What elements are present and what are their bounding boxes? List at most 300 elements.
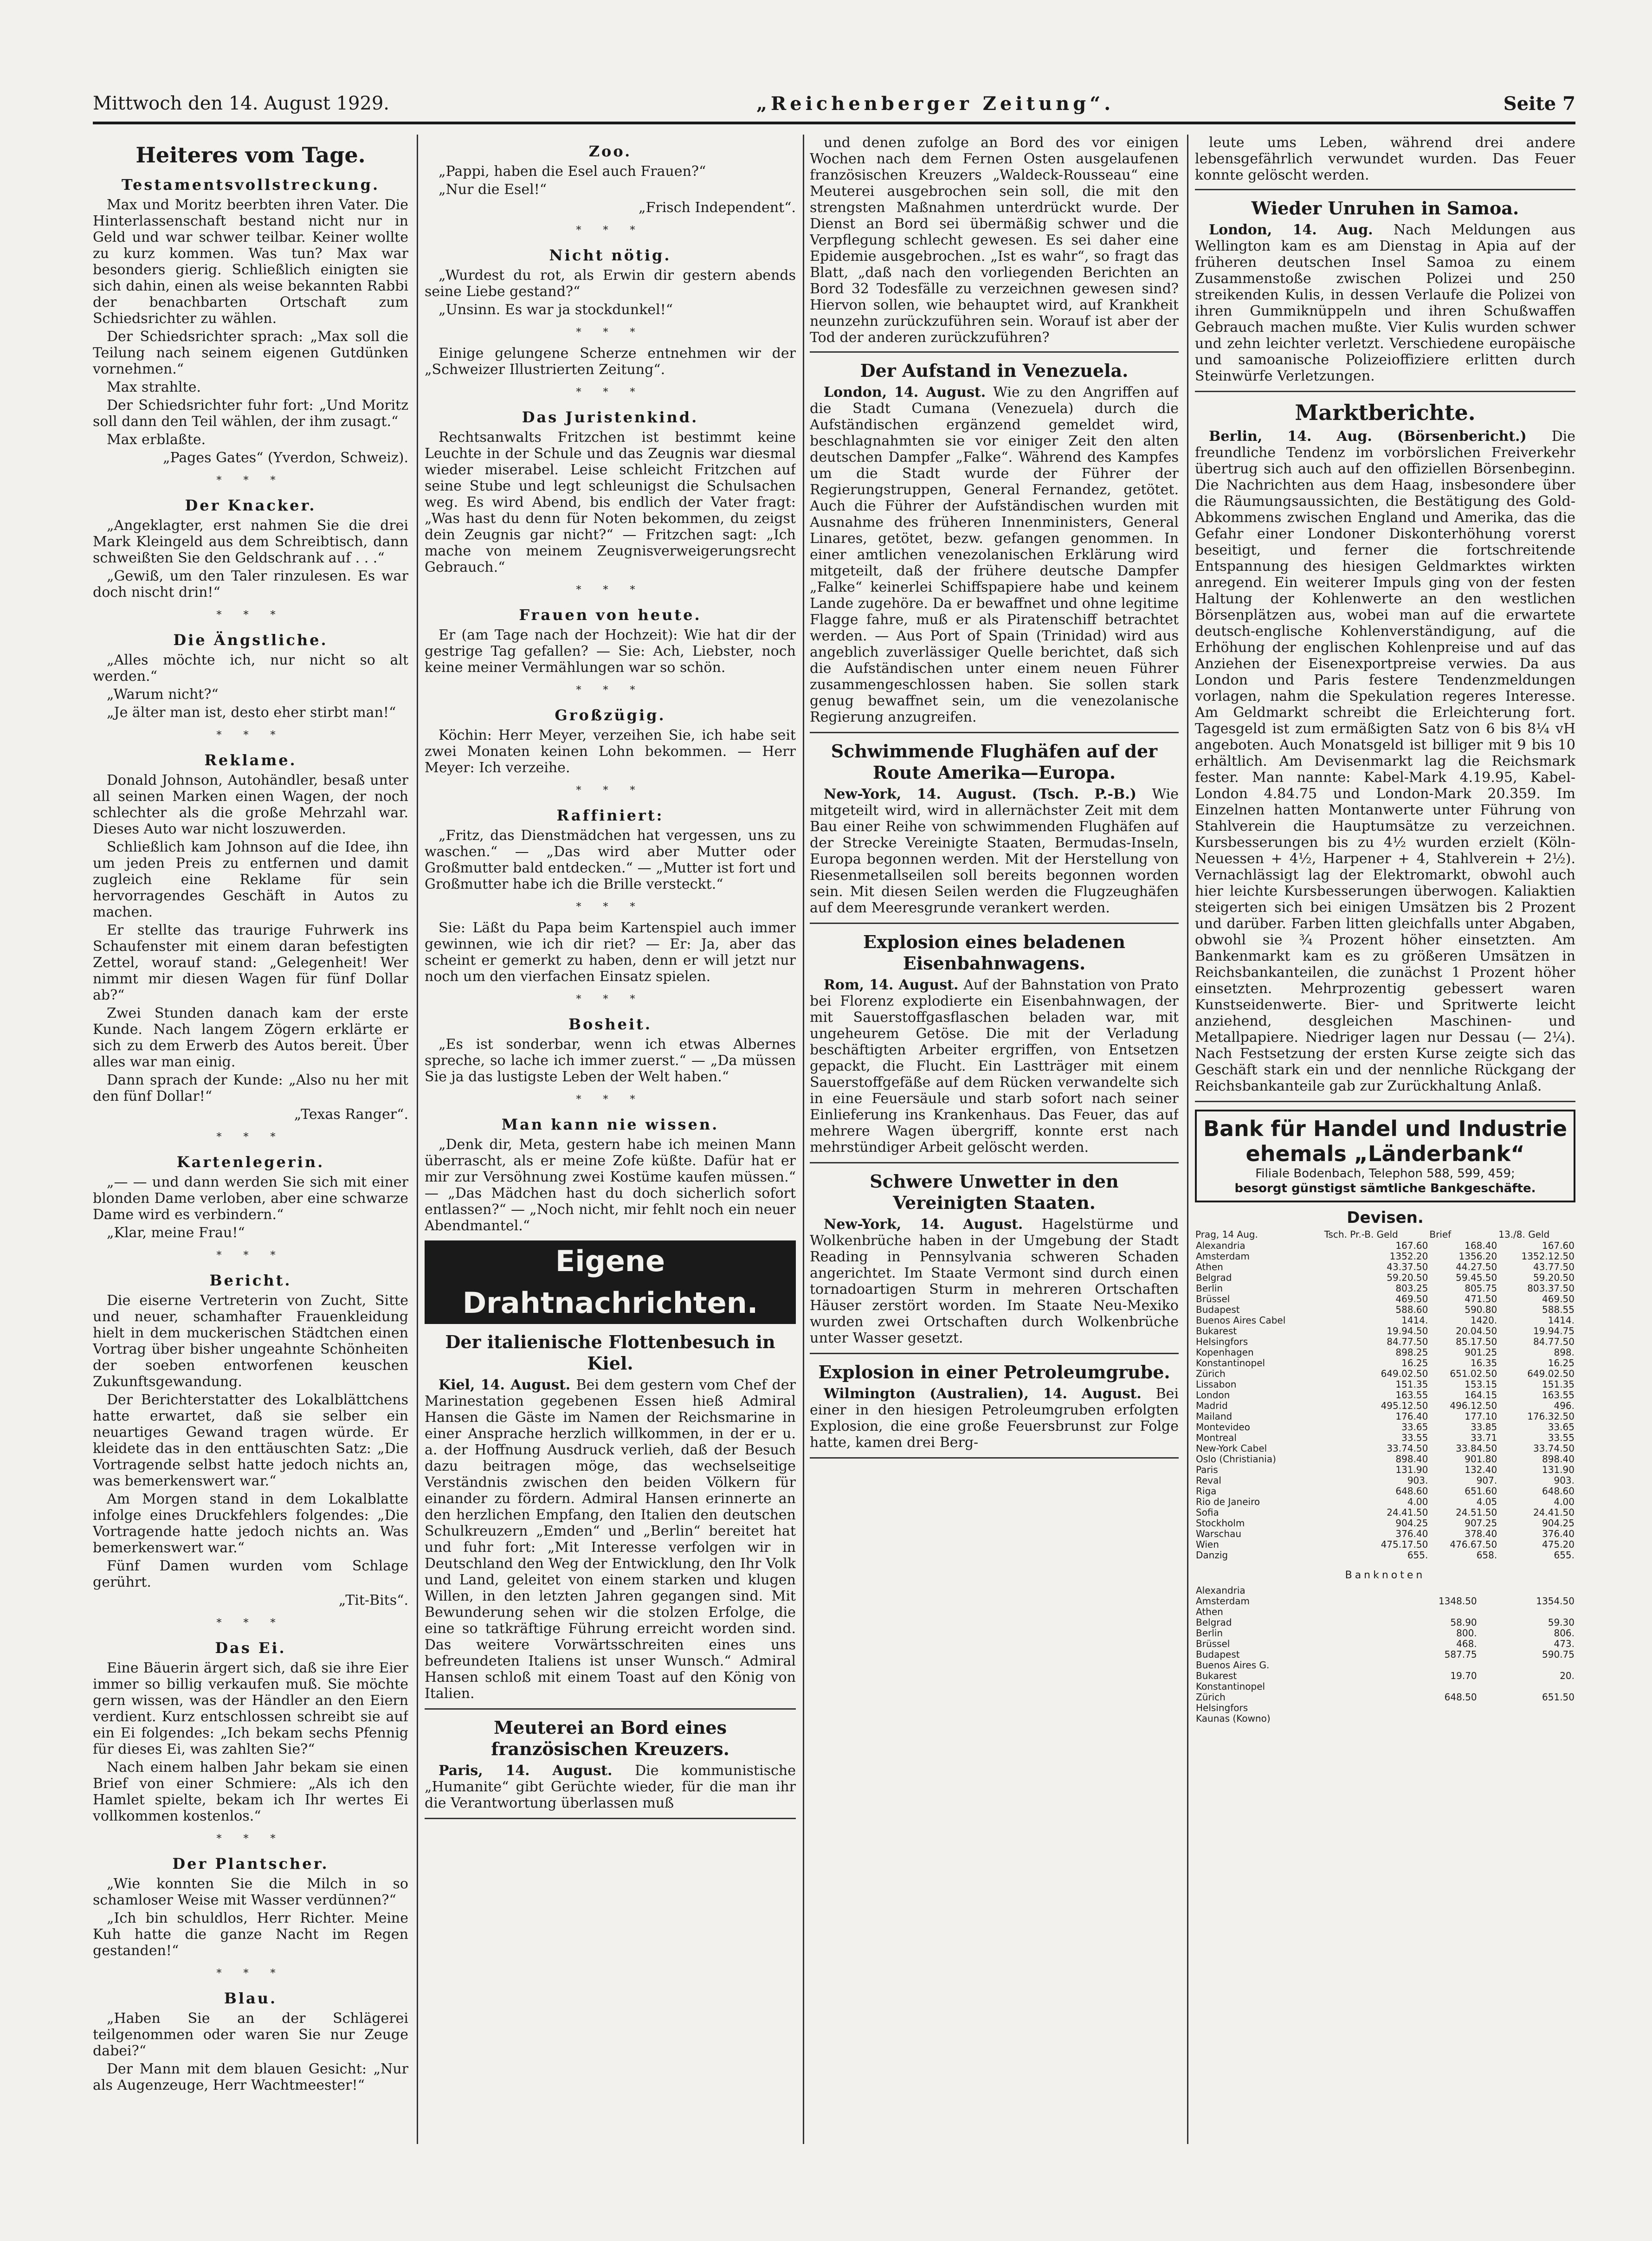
- devisen-row: [1195, 1465, 1575, 1475]
- banknoten-cell: Budapest: [1196, 1649, 1240, 1660]
- story-source: „Texas Ranger“.: [294, 1106, 408, 1123]
- article-rule: [425, 1818, 796, 1819]
- devisen-cell: 84.77.50: [1387, 1336, 1428, 1347]
- devisen-cell: 19.94.75: [1533, 1325, 1575, 1337]
- story-paragraph: Die eiserne Vertreterin von Zucht, Sitte und neuer, schamhafter Frauenkleidung hielt in dem muckerischen Städtchen einen Vortrag über bisher ungeahnte Schönheiten der soeben entworfenen keuschen Zukunftsgewandung.: [93, 1292, 408, 1390]
- story-paragraph: Nach einem halben Jahr bekam sie einen Brief von einer Schmiere: „Als ich den Hamlet spielte, bekam ich Ihr wertes Ei vollkommen kostenlos.“: [93, 1759, 408, 1824]
- devisen-row: [1195, 1272, 1575, 1283]
- devisen-cell: Helsingfors: [1196, 1336, 1248, 1347]
- devisen-cell: 33.55: [1401, 1432, 1428, 1443]
- banknoten-cell: [1380, 1585, 1478, 1596]
- banknoten-table: [1195, 1585, 1575, 1724]
- article-heading: Schwimmende Flughäfen auf der Route Amerika—Europa.: [831, 741, 1158, 783]
- banknoten-cell: 473.: [1554, 1638, 1575, 1649]
- article-rule: [810, 1162, 1179, 1163]
- bank-advertisement: [1195, 1110, 1575, 1202]
- story-paragraph: „Alles möchte ich, nur nicht so alt werden.“: [93, 652, 408, 685]
- devisen-cell: Mailand: [1196, 1411, 1233, 1422]
- devisen-cell: 496.: [1554, 1400, 1575, 1411]
- devisen-cell: 163.55: [1395, 1389, 1428, 1401]
- article-dateline: London, 14. August.: [824, 384, 994, 400]
- column-3: [810, 135, 1179, 2144]
- article-heading: Explosion in einer Petroleumgrube.: [818, 1362, 1170, 1382]
- devisen-cell: 907.: [1476, 1475, 1497, 1486]
- devisen-row: [1195, 1326, 1575, 1337]
- article-dateline: Kiel, 14. August.: [439, 1377, 576, 1393]
- story-heading: Das Juristenkind.: [522, 408, 699, 426]
- devisen-cell: 898.25: [1395, 1347, 1428, 1358]
- banknoten-cell: 1348.50: [1438, 1595, 1477, 1607]
- page-header: [93, 93, 1575, 116]
- story-paragraph: Sie: Läßt du Papa beim Kartenspiel auch immer gewinnen, wie ich dir riet? — Er: Ja, aber das scheint er gemerkt zu haben, denn er will jetzt nur noch um den vierfachen Einsatz spielen.: [425, 920, 796, 985]
- separator-stars: * * *: [216, 1250, 285, 1261]
- devisen-cell: 376.40: [1395, 1528, 1428, 1539]
- story-paragraph: „Je älter man ist, desto eher stirbt man!“: [107, 704, 396, 721]
- banknoten-cell: 20.: [1560, 1670, 1575, 1681]
- devisen-row: [1195, 1390, 1575, 1401]
- devisen-cell: New-York Cabel: [1196, 1443, 1267, 1454]
- separator-stars: * * *: [576, 901, 645, 913]
- article-heading: Der italienische Flottenbesuch in Kiel.: [445, 1331, 775, 1374]
- story-heading: Man kann nie wissen.: [501, 1116, 719, 1133]
- article-heading: Wieder Unruhen in Samoa.: [1251, 198, 1519, 219]
- banknoten-row: [1195, 1660, 1575, 1671]
- article-paragraph: London, 14. Aug. Nach Meldungen aus Wellington kam es am Dienstag in Apia auf der früheren deutschen Insel Samoa zu einem Zusammenstoße zwischen Polizei und 250 streikenden Kulis, in dessen Verlaufe die Polizei von ihren Gummiknüppeln und ihren Schußwaffen Gebrauch machen mußte. Vier Kulis wurden schwer und zehn leichter verletzt. Verschiedene europäische und samoanische Polizeioffiziere erlitten durch Steinwürfe Verletzungen.: [1195, 222, 1575, 384]
- devisen-cell: 376.40: [1542, 1528, 1575, 1539]
- news-article: [810, 1362, 1179, 1451]
- devisen-cell: 1414.: [1548, 1315, 1575, 1326]
- banknoten-cell: 468.: [1456, 1638, 1477, 1649]
- article-rule: [425, 1708, 796, 1710]
- devisen-cell: Berlin: [1196, 1283, 1223, 1294]
- devisen-row: [1195, 1443, 1575, 1454]
- article-paragraph: Rom, 14. August. Auf der Bahnstation von Prato bei Florenz explodierte ein Eisenbahnwagen, der mit Sauerstoffgasflaschen beladen war, mit ungeheurem Getöse. Die mit der Verladung beschäftigten Arbeiter ergriffen, von Entsetzen gepackt, die Flucht. Ein Lastträger mit einem Sauerstoffgefäße auf dem Rücken verwandelte sich in eine Feuersäule und starb sofort nach seiner Einlieferung ins Krankenhaus. Das Feuer, das auf mehrere Wagen übergriff, konnte erst nach mehrstündiger Arbeit gelöscht werden.: [810, 977, 1179, 1156]
- separator-stars: * * *: [216, 1968, 285, 1979]
- article-paragraph: Wilmington (Australien), 14. August. Bei einer in den hiesigen Petroleumgruben erfolgten Explosion, die eine große Feuersbrunst zur Folge hatte, kamen drei Berg-: [810, 1386, 1179, 1451]
- devisen-row: [1195, 1305, 1575, 1315]
- banknoten-cell: Zürich: [1196, 1692, 1226, 1703]
- article-paragraph: Paris, 14. August. Die kommunistische „Humanite“ gibt Gerüchte wieder, für die man ihr die Verantwortung überlassen muß: [425, 1763, 796, 1811]
- devisen-cell: 33.85: [1470, 1421, 1497, 1433]
- story: [425, 142, 796, 216]
- devisen-cell: 167.60: [1542, 1240, 1575, 1251]
- banknoten-cell: Helsingfors: [1196, 1702, 1248, 1713]
- news-article: [1195, 198, 1575, 384]
- story: [425, 345, 796, 378]
- banknoten-cell: 590.75: [1542, 1649, 1575, 1660]
- story-heading: Testamentsvollstreckung.: [121, 176, 380, 194]
- continued-paragraph: leute ums Leben, während drei andere lebensgefährlich verwundet wurden. Das Feuer konnte gelöscht werden.: [1195, 135, 1575, 183]
- devisen-cell: 4.05: [1476, 1496, 1497, 1507]
- devisen-cell: 151.35: [1542, 1379, 1575, 1390]
- devisen-cell: 469.50: [1542, 1293, 1575, 1305]
- column-1: [93, 135, 408, 2144]
- story-paragraph: Max und Moritz beerbten ihren Vater. Die Hinterlassenschaft bestand nicht nur in Geld und war schwer teilbar. Keiner wollte zu kurz kommen. Was tun? Max war besonders gierig. Schließlich einigten sie sich dahin, einen als weise bekannten Rabbi der benachbarten Ortschaft zum Schiedsrichter zu wählen.: [93, 197, 408, 327]
- banknoten-cell: 648.50: [1444, 1692, 1477, 1703]
- header-rule: [93, 122, 1575, 124]
- devisen-row: [1195, 1422, 1575, 1433]
- article-rule: [810, 1353, 1179, 1354]
- banknoten-cell: 19.70: [1450, 1670, 1477, 1681]
- article-heading: Der Aufstand in Venezuela.: [860, 360, 1129, 381]
- story-source: „Frisch Independent“.: [639, 200, 796, 216]
- devisen-header-row: [1195, 1229, 1575, 1240]
- story-paragraph: Dann sprach der Kunde: „Also nu her mit den fünf Dollar!“: [93, 1072, 408, 1104]
- news-article: [810, 360, 1179, 725]
- devisen-cell: 590.80: [1465, 1304, 1497, 1315]
- devisen-cell: 16.35: [1470, 1357, 1497, 1369]
- devisen-cell: 167.60: [1395, 1240, 1428, 1251]
- devisen-cell: 1352.12.50: [1521, 1251, 1575, 1262]
- devisen-cell: Montreal: [1196, 1432, 1237, 1443]
- banknoten-cell: Brüssel: [1196, 1638, 1230, 1649]
- story-paragraph: „Haben Sie an der Schlägerei teilgenommen oder waren Sie nur Zeuge dabei?“: [93, 2010, 408, 2059]
- devisen-cell: 803.25: [1395, 1283, 1428, 1294]
- devisen-row: [1195, 1486, 1575, 1497]
- story-paragraph: „Nur die Esel!“: [439, 181, 547, 198]
- separator-stars: * * *: [576, 327, 645, 338]
- devisen-cell: 1414.: [1401, 1315, 1428, 1326]
- news-article: [810, 741, 1179, 916]
- devisen-cell: 903.: [1407, 1475, 1428, 1486]
- news-banner: Eigene Drahtnachrichten.: [425, 1240, 796, 1324]
- devisen-header-cell: Prag, 14 Aug.: [1195, 1229, 1258, 1240]
- story: [425, 1115, 796, 1234]
- article-dateline: Rom, 14. August.: [824, 977, 964, 993]
- devisen-cell: Rio de Janeiro: [1196, 1496, 1260, 1507]
- banknoten-cell: [1380, 1713, 1478, 1724]
- story-paragraph: Köchin: Herr Meyer, verzeihen Sie, ich habe seit zwei Monaten keinen Lohn bekommen. — Herr Meyer: Ich verzeihe.: [425, 727, 796, 776]
- devisen-cell: 131.90: [1542, 1464, 1575, 1475]
- devisen-row: [1195, 1369, 1575, 1379]
- column-rule: [417, 135, 418, 2144]
- separator-stars: * * *: [216, 730, 285, 741]
- devisen-row: [1195, 1262, 1575, 1272]
- devisen-cell: 658.: [1476, 1550, 1497, 1561]
- devisen-cell: 803.37.50: [1527, 1283, 1575, 1294]
- devisen-cell: 164.15: [1465, 1389, 1497, 1401]
- devisen-cell: 651.60: [1465, 1485, 1497, 1497]
- story-heading: Bericht.: [209, 1272, 292, 1289]
- devisen-cell: Madrid: [1196, 1400, 1228, 1411]
- devisen-row: [1195, 1315, 1575, 1326]
- story-heading: Frauen von heute.: [519, 606, 702, 624]
- bank-former-name: ehemals „Länderbank“: [1245, 1141, 1525, 1166]
- devisen-cell: 655.: [1554, 1550, 1575, 1561]
- story-paragraph: Er (am Tage nach der Hochzeit): Wie hat dir der gestrige Tag gefallen? — Sie: Ach, Liebster, noch keine meiner Vermählungen war so schön.: [425, 627, 796, 676]
- devisen-cell: 469.50: [1395, 1293, 1428, 1305]
- separator-stars: * * *: [216, 609, 285, 621]
- story-heading: Bosheit.: [568, 1015, 652, 1033]
- banknoten-title: Banknoten: [1345, 1569, 1426, 1581]
- devisen-cell: 85.17.50: [1456, 1336, 1497, 1347]
- devisen-cell: Alexandria: [1196, 1240, 1245, 1251]
- devisen-cell: 33.74.50: [1387, 1443, 1428, 1454]
- devisen-cell: 898.40: [1395, 1453, 1428, 1465]
- banknoten-row: [1195, 1596, 1575, 1607]
- article-rule: [810, 732, 1179, 733]
- devisen-cell: 904.25: [1395, 1518, 1428, 1529]
- devisen-cell: 588.60: [1395, 1304, 1428, 1315]
- banknoten-row: [1195, 1713, 1575, 1724]
- story-paragraph: Fünf Damen wurden vom Schlage gerührt.: [93, 1558, 408, 1590]
- header-date: Mittwoch den 14. August 1929.: [93, 93, 390, 114]
- column-title: Heiteres vom Tage.: [136, 142, 366, 168]
- banknoten-row: [1195, 1703, 1575, 1713]
- devisen-cell: Brüssel: [1196, 1293, 1230, 1305]
- banknoten-cell: 587.75: [1444, 1649, 1477, 1660]
- devisen-cell: 33.74.50: [1533, 1443, 1575, 1454]
- story-heading: Raffiniert:: [556, 807, 664, 824]
- devisen-cell: 648.60: [1542, 1485, 1575, 1497]
- devisen-row: [1195, 1379, 1575, 1390]
- devisen-cell: 44.27.50: [1456, 1261, 1497, 1272]
- devisen-row: [1195, 1529, 1575, 1539]
- banknoten-cell: [1478, 1585, 1575, 1596]
- devisen-row: [1195, 1251, 1575, 1262]
- devisen-row: [1195, 1550, 1575, 1561]
- devisen-cell: 151.35: [1395, 1379, 1428, 1390]
- devisen-cell: 43.77.50: [1533, 1261, 1575, 1272]
- article-paragraph: New-York, 14. August. Hagelstürme und Wolkenbrüche haben in der Umgebung der Stadt Reading in Pennsylvania schweren Schaden angerichtet. Im Staate Vermont sind durch einen tornadoartigen Sturm in mehreren Ortschaften Häuser zerstört worden. Im Staate Neu-Mexiko wurden zwei Ortschaften durch Wolkenbrüche unter Wasser gesetzt.: [810, 1216, 1179, 1346]
- story: [93, 1639, 408, 1824]
- devisen-cell: 59.20.50: [1533, 1272, 1575, 1283]
- article-rule: [810, 351, 1179, 353]
- devisen-cell: 649.02.50: [1527, 1368, 1575, 1379]
- story-paragraph: „Klar, meine Frau!“: [107, 1225, 245, 1241]
- devisen-cell: 168.40: [1465, 1240, 1497, 1251]
- article-dateline: Wilmington (Australien), 14. August.: [824, 1386, 1156, 1402]
- banknoten-row: [1195, 1649, 1575, 1660]
- devisen-cell: 33.71: [1470, 1432, 1497, 1443]
- devisen-cell: 33.55: [1548, 1432, 1575, 1443]
- separator-stars: * * *: [576, 994, 645, 1005]
- story-paragraph: Max erblaßte.: [107, 432, 206, 448]
- devisen-cell: 649.02.50: [1381, 1368, 1428, 1379]
- story-paragraph: Der Mann mit dem blauen Gesicht: „Nur als Augenzeuge, Herr Wachtmeester!“: [93, 2061, 408, 2093]
- bank-slogan: besorgt günstigst sämtliche Bankgeschäfte.: [1234, 1182, 1536, 1195]
- banknoten-cell: Kaunas (Kowno): [1196, 1713, 1271, 1724]
- devisen-cell: 903.: [1554, 1475, 1575, 1486]
- devisen-cell: 495.12.50: [1381, 1400, 1428, 1411]
- devisen-cell: 131.90: [1395, 1464, 1428, 1475]
- devisen-cell: 475.20: [1542, 1539, 1575, 1550]
- story-paragraph: „Unsinn. Es war ja stockdunkel!“: [439, 302, 673, 318]
- separator-stars: * * *: [216, 1131, 285, 1143]
- devisen-cell: 24.51.50: [1456, 1507, 1497, 1518]
- devisen-row: [1195, 1240, 1575, 1251]
- continued-paragraph: und denen zufolge an Bord des vor einigen Wochen nach dem Fernen Osten ausgelaufenen französischen Kreuzers „Waldeck-Rousseau“ eine Meuterei ausgebrochen sein soll, die mit den strengsten Maßnahmen unterdrückt wurde. Der Dienst an Bord sei übermäßig schwer und die Verpflegung schlecht gewesen. Es sei daher eine Epidemie ausgebrochen. „Ist es wahr“, so fragt das Blatt, „daß nach den vorliegenden Berichten an Bord 32 Todesfälle zu verzeichnen gewesen sind? Hiervon sollen, wie behauptet wird, auf Krankheit neunzehn zurückzuführen sein. Worauf ist aber der Tod der anderen zurückzuführen?: [810, 135, 1179, 346]
- devisen-header-cell: Tsch. Pr.-B. Geld: [1324, 1229, 1398, 1240]
- devisen-cell: 4.00: [1407, 1496, 1428, 1507]
- article-rule: [810, 1457, 1179, 1459]
- devisen-row: [1195, 1518, 1575, 1529]
- devisen-row: [1195, 1411, 1575, 1422]
- story-paragraph: Zwei Stunden danach kam der erste Kunde. Nach langem Zögern erklärte er sich zu dem Erwerb des Autos bereit. Über alles war man einig.: [93, 1005, 408, 1070]
- devisen-cell: 898.40: [1542, 1453, 1575, 1465]
- header-page-number: Seite 7: [1503, 93, 1575, 115]
- banknoten-cell: Amsterdam: [1196, 1595, 1250, 1607]
- banknoten-cell: [1380, 1607, 1478, 1617]
- devisen-cell: 24.41.50: [1387, 1507, 1428, 1518]
- devisen-cell: Lissabon: [1196, 1379, 1237, 1390]
- story: [93, 1989, 408, 2093]
- column-4: [1195, 135, 1575, 2144]
- devisen-table: [1195, 1229, 1575, 1561]
- devisen-cell: 16.25: [1401, 1357, 1428, 1369]
- story-paragraph: Schließlich kam Johnson auf die Idee, ihn um jeden Preis zu entfernen und damit zugleich eine Reklame für sein hervorragendes Geschäft in Autos zu machen.: [93, 839, 408, 920]
- banknoten-cell: [1380, 1660, 1478, 1671]
- devisen-cell: 901.80: [1465, 1453, 1497, 1465]
- story-paragraph: „— — und dann werden Sie sich mit einer blonden Dame verloben, aber eine schwarze Dame wird es verbindern.“: [93, 1174, 408, 1223]
- banknoten-cell: Belgrad: [1196, 1617, 1232, 1628]
- devisen-cell: 901.25: [1465, 1347, 1497, 1358]
- story-heading: Blau.: [224, 1989, 277, 2007]
- story-heading: Das Ei.: [215, 1639, 286, 1657]
- article-heading: Marktberichte.: [1295, 400, 1476, 425]
- article-dateline: Berlin, 14. Aug. (Börsenbericht.): [1209, 428, 1552, 445]
- separator-stars: * * *: [576, 1094, 645, 1105]
- devisen-cell: 1420.: [1470, 1315, 1497, 1326]
- devisen-cell: 805.75: [1465, 1283, 1497, 1294]
- story: [425, 606, 796, 676]
- devisen-cell: 907.25: [1465, 1518, 1497, 1529]
- story: [93, 1854, 408, 1959]
- banknoten-cell: 58.90: [1450, 1617, 1477, 1628]
- story-paragraph: Eine Bäuerin ärgert sich, daß sie ihre Eier immer so billig verkaufen muß. Sie möchte gern wissen, was der Händler an den Eiern verdient. Kurz entschlossen schreibt sie auf ein Ei folgendes: „Ich bekam sechs Pfennig für dieses Ei, was zahlten Sie?“: [93, 1660, 408, 1757]
- story: [93, 1271, 408, 1608]
- devisen-cell: Kopenhagen: [1196, 1347, 1254, 1358]
- article-paragraph: Kiel, 14. August. Bei dem gestern vom Chef der Marinestation gegebenen Essen hieß Admiral Hansen die Gäste im Namen der Reichsmarine in einer Ansprache herzlich willkommen, in der er u. a. der Hoffnung Ausdruck verlieh, daß der Besuch dazu beitragen möge, das wechselseitige Verständnis zwischen den beiden Völkern für einander zu fördern. Admiral Hansen erinnerte an den herzlichen Empfang, den Italien den deutschen Schulkreuzern „Emden“ und „Berlin“ bereitet hat und fuhr fort: „Mit Interesse verfolgen wir in Deutschland den Weg der Entwicklung, den Ihr Volk und Land, geleitet von einem starken und klugen Willen, in den letzten Jahren gegangen sind. Mit Bewunderung sehen wir die stolzen Erfolge, die eine so tatkräftige Führung erreicht worden sind. Das weitere Vorwärtsschreiten eines uns befreundeten Italiens ist unser Wunsch.“ Admiral Hansen schloß mit einem Toast auf den König von Italien.: [425, 1377, 796, 1702]
- story: [425, 408, 796, 575]
- devisen-cell: 1356.20: [1458, 1251, 1497, 1262]
- article-rule: [810, 923, 1179, 924]
- banknoten-cell: [1478, 1660, 1575, 1671]
- article-rule: [1195, 1101, 1575, 1102]
- news-article: [425, 1717, 796, 1811]
- devisen-cell: Buenos Aires Cabel: [1196, 1315, 1286, 1326]
- story-paragraph: „Angeklagter, erst nahmen Sie die drei Mark Kleingeld aus dem Schreibtisch, dann schweißten Sie den Geldschrank auf . . .“: [93, 517, 408, 566]
- article-dateline: Paris, 14. August.: [439, 1763, 635, 1779]
- story: [425, 246, 796, 318]
- devisen-cell: 378.40: [1465, 1528, 1497, 1539]
- devisen-cell: 84.77.50: [1533, 1336, 1575, 1347]
- article-heading: Explosion eines beladenen Eisenbahnwagens.: [863, 931, 1126, 974]
- devisen-cell: Athen: [1196, 1261, 1223, 1272]
- devisen-row: [1195, 1539, 1575, 1550]
- devisen-cell: 4.00: [1554, 1496, 1575, 1507]
- news-article: [1195, 400, 1575, 1094]
- devisen-cell: Stockholm: [1196, 1518, 1245, 1529]
- banknoten-row: [1195, 1617, 1575, 1628]
- column-2: [425, 135, 796, 2144]
- banknoten-row: [1195, 1692, 1575, 1703]
- banknoten-row: [1195, 1671, 1575, 1681]
- banknoten-cell: [1478, 1681, 1575, 1692]
- devisen-cell: Bukarest: [1196, 1325, 1237, 1337]
- story-paragraph: Einige gelungene Scherze entnehmen wir der „Schweizer Illustrierten Zeitung“.: [425, 345, 796, 378]
- devisen-cell: 651.02.50: [1450, 1368, 1497, 1379]
- story-paragraph: „Es ist sonderbar, wenn ich etwas Albernes spreche, so lache ich immer zuerst.“ — „Da müssen Sie ja das lustigste Leben der Welt haben.“: [425, 1036, 796, 1085]
- devisen-cell: 496.12.50: [1450, 1400, 1497, 1411]
- devisen-cell: 33.65: [1401, 1421, 1428, 1433]
- story-paragraph: Rechtsanwalts Fritzchen ist bestimmt keine Leuchte in der Schule und das Zeugnis war diesmal wieder miserabel. Leise schleicht Fritzchen auf seine Stube und legt schleunigst die Schulsachen weg. Es wird Abend, bis endlich der Vater fragt: „Was hast du denn für Noten bekommen, du zeigst dein Zeugnis gar nicht?“ — Fritzchen sagt: „Ich mache von meinem Zeugnisverweigerungsrecht Gebrauch.“: [425, 429, 796, 575]
- devisen-cell: Budapest: [1196, 1304, 1240, 1315]
- devisen-cell: 20.04.50: [1456, 1325, 1497, 1337]
- devisen-row: [1195, 1507, 1575, 1518]
- devisen-cell: 904.25: [1542, 1518, 1575, 1529]
- devisen-cell: 33.65: [1548, 1421, 1575, 1433]
- article-dateline: London, 14. Aug.: [1209, 222, 1394, 238]
- story-heading: Der Plantscher.: [172, 1855, 329, 1873]
- header-paper-name: „Reichenberger Zeitung“.: [756, 93, 1115, 115]
- separator-stars: * * *: [216, 1617, 285, 1629]
- story: [425, 920, 796, 985]
- news-article: [810, 931, 1179, 1156]
- article-paragraph: London, 14. August. Wie zu den Angriffen auf die Stadt Cumana (Venezuela) durch die Aufständischen ergänzend gemeldet wird, beschlagnahmten sie vor einiger Zeit den alten deutschen Dampfer „Falke“. Während des Kampfes um die Stadt wurde der Führer der Regierungstruppen, General Fernandez, getötet. Auch die Führer der Aufständischen wurden mit Ausnahme des früheren Innenministers, General Linares, getötet, bezw. gefangen genommen. In einer amtlichen venezolanischen Erklärung wird mitgeteilt, daß der frühere deutsche Dampfer „Falke“ keinerlei Schiffspapiere habe und keinem Lande zugehöre. Da er bewaffnet und ohne legitime Flagge fahre, muß er als Piratenschiff betrachtet werden. — Aus Port of Spain (Trinidad) wird aus angeblich zuverlässiger Quelle berichtet, daß sich die Aufständischen unter einem neuen Führer zusammengeschlossen haben. Sie sollen stark genug bewaffnet sein, um die venezolanische Regierung anzugreifen.: [810, 384, 1179, 725]
- story-source: „Tit-Bits“.: [338, 1592, 408, 1608]
- banknoten-cell: 59.30: [1548, 1617, 1575, 1628]
- story-heading: Die Ängstliche.: [173, 631, 328, 649]
- banknoten-cell: Berlin: [1196, 1627, 1223, 1639]
- banknoten-cell: [1478, 1703, 1575, 1713]
- separator-stars: * * *: [576, 387, 645, 398]
- banknoten-cell: 651.50: [1542, 1692, 1575, 1703]
- devisen-row: [1195, 1337, 1575, 1347]
- banknoten-row: [1195, 1628, 1575, 1639]
- devisen-row: [1195, 1358, 1575, 1369]
- devisen-cell: 163.55: [1542, 1389, 1575, 1401]
- story-heading: Der Knacker.: [185, 497, 316, 514]
- bank-name: Bank für Handel und Industrie: [1203, 1116, 1568, 1141]
- devisen-cell: 176.32.50: [1527, 1411, 1575, 1422]
- story-paragraph: Am Morgen stand in dem Lokalblatte infolge eines Druckfehlers folgendes: „Die Vortragende hatte jedoch nichts an. Was bemerkenswert war.“: [93, 1491, 408, 1556]
- story: [93, 751, 408, 1123]
- devisen-row: [1195, 1401, 1575, 1411]
- devisen-row: [1195, 1294, 1575, 1305]
- article-rule: [1195, 189, 1575, 190]
- banknoten-row: [1195, 1639, 1575, 1649]
- devisen-cell: 475.17.50: [1381, 1539, 1428, 1550]
- story-heading: Reklame.: [204, 751, 297, 769]
- devisen-cell: Montevideo: [1196, 1421, 1250, 1433]
- story-paragraph: „Pappi, haben die Esel auch Frauen?“: [439, 163, 706, 180]
- article-heading: Schwere Unwetter in den Vereinigten Staaten.: [870, 1171, 1119, 1213]
- devisen-cell: Riga: [1196, 1485, 1217, 1497]
- story-paragraph: Max strahlte.: [107, 379, 201, 395]
- separator-stars: * * *: [216, 1833, 285, 1845]
- bank-branch: Filiale Bodenbach, Telephon 588, 599, 459;: [1255, 1167, 1515, 1181]
- story: [93, 175, 408, 466]
- devisen-cell: 1352.20: [1389, 1251, 1428, 1262]
- story-paragraph: „Gewiß, um den Taler rinzulesen. Es war doch nischt drin!“: [93, 568, 408, 601]
- devisen-cell: 655.: [1407, 1550, 1428, 1561]
- devisen-cell: Konstantinopel: [1196, 1357, 1265, 1369]
- devisen-cell: 43.37.50: [1387, 1261, 1428, 1272]
- devisen-row: [1195, 1497, 1575, 1507]
- devisen-row: [1195, 1283, 1575, 1294]
- banknoten-cell: Alexandria: [1196, 1585, 1245, 1596]
- separator-stars: * * *: [576, 584, 645, 596]
- story-paragraph: „Ich bin schuldlos, Herr Richter. Meine Kuh hatte die ganze Nacht im Regen gestanden!“: [93, 1910, 408, 1959]
- devisen-cell: 132.40: [1465, 1464, 1497, 1475]
- article-paragraph: New-York, 14. August. (Tsch. P.-B.) Wie mitgeteilt wird, wird in allernächster Zeit mit dem Bau einer Reihe von schwimmenden Flughäfen auf der Strecke Vereinigte Staaten, Bermudas-Inseln, Europa begonnen werden. Mit der Herstellung von Riesenmetallseilen soll bereits begonnen worden sein. Mit diesen Seilen werden die Flugzeughäfen auf dem Meeresgrunde verankert werden.: [810, 786, 1179, 916]
- story: [425, 706, 796, 776]
- column-rule: [803, 135, 804, 2144]
- news-article: [810, 1171, 1179, 1346]
- devisen-cell: Warschau: [1196, 1528, 1241, 1539]
- story-paragraph: „Warum nicht?“: [107, 686, 219, 703]
